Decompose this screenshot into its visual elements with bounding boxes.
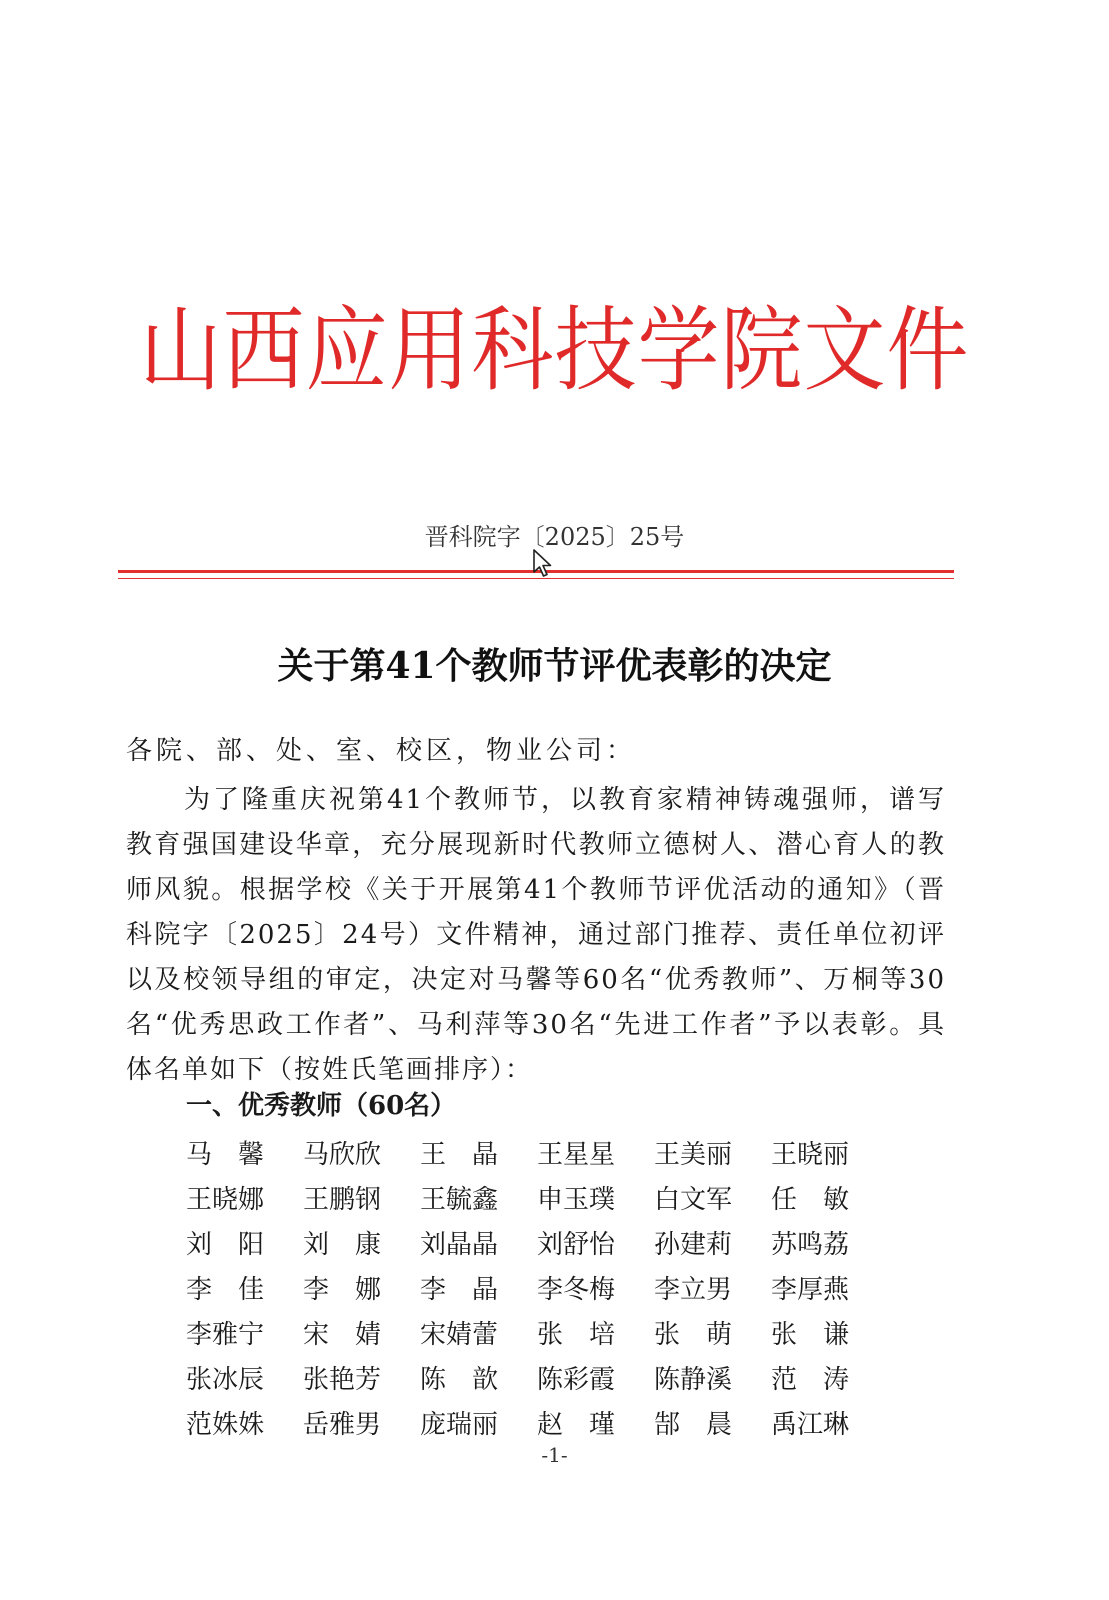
name-item: 范涛 — [771, 1364, 876, 1395]
name-item: 李佳 — [186, 1274, 291, 1305]
name-row — [186, 1312, 906, 1357]
name-item: 申玉璞 — [537, 1184, 616, 1215]
name-item: 刘康 — [303, 1229, 408, 1260]
name-item: 王晓娜 — [186, 1184, 265, 1215]
name-row — [186, 1357, 906, 1402]
name-item: 李厚燕 — [771, 1274, 850, 1305]
name-item: 张培 — [537, 1319, 642, 1350]
name-item: 李冬梅 — [537, 1274, 616, 1305]
name-item: 王鹏钢 — [303, 1184, 382, 1215]
name-item: 宋婧 — [303, 1319, 408, 1350]
name-item: 王晓丽 — [771, 1139, 850, 1170]
name-item: 范姝姝 — [186, 1409, 265, 1440]
name-item: 张冰辰 — [186, 1364, 265, 1395]
name-item: 苏鸣荔 — [771, 1229, 850, 1260]
mouse-pointer-icon — [532, 548, 554, 578]
name-row — [186, 1132, 906, 1177]
body-paragraph: 为了隆重庆祝第41个教师节，以教育家精神铸魂强师，谱写教育强国建设华章，充分展现新时代教师立德树人、潜心育人的教师风貌。根据学校《关于开展第41个教师节评优活动的通知》（晋科院字〔2025〕24号）文件精神，通过部门推荐、责任单位初评以及校领导组的审定，决定对马馨等60名“优秀教师”、万桐等30名“优秀思政工作者”、马利萍等30名“先进工作者”予以表彰。具体名单如下（按姓氏笔画排序）： — [126, 785, 946, 1085]
document-title: 关于第41个教师节评优表彰的决定 — [277, 645, 832, 687]
name-item: 孙建莉 — [654, 1229, 733, 1260]
name-item: 岳雅男 — [303, 1409, 382, 1440]
name-item: 李晶 — [420, 1274, 525, 1305]
name-item: 刘舒怡 — [537, 1229, 616, 1260]
name-item: 王美丽 — [654, 1139, 733, 1170]
name-item: 马馨 — [186, 1139, 291, 1170]
name-item: 陈静溪 — [654, 1364, 733, 1395]
red-divider-line-thin — [118, 578, 954, 579]
name-item: 马欣欣 — [303, 1139, 382, 1170]
name-item: 白文军 — [654, 1184, 733, 1215]
page-number: -1- — [541, 1443, 568, 1467]
name-item: 张谦 — [771, 1319, 876, 1350]
masthead-title: 山西应用科技学院文件 — [139, 297, 970, 405]
name-row — [186, 1177, 906, 1222]
name-item: 郜晨 — [654, 1409, 759, 1440]
name-row — [186, 1222, 906, 1267]
name-item: 赵瑾 — [537, 1409, 642, 1440]
name-list — [186, 1132, 906, 1447]
name-item: 张萌 — [654, 1319, 759, 1350]
name-item: 王毓鑫 — [420, 1184, 499, 1215]
name-row — [186, 1267, 906, 1312]
name-item: 张艳芳 — [303, 1364, 382, 1395]
name-item: 刘阳 — [186, 1229, 291, 1260]
name-item: 任敏 — [771, 1184, 876, 1215]
salutation: 各院、部、处、室、校区，物业公司： — [126, 736, 637, 766]
name-item: 庞瑞丽 — [420, 1409, 499, 1440]
name-item: 李娜 — [303, 1274, 408, 1305]
name-item: 李雅宁 — [186, 1319, 265, 1350]
name-item: 禹江琳 — [771, 1409, 850, 1440]
name-item: 陈彩霞 — [537, 1364, 616, 1395]
name-item: 王晶 — [420, 1139, 525, 1170]
name-item: 李立男 — [654, 1274, 733, 1305]
name-item: 王星星 — [537, 1139, 616, 1170]
name-item: 刘晶晶 — [420, 1229, 499, 1260]
section-heading: 一、优秀教师（60名） — [186, 1091, 457, 1121]
name-item: 宋婧蕾 — [420, 1319, 499, 1350]
document-number: 晋科院字〔2025〕25号 — [424, 523, 685, 551]
name-item: 陈歆 — [420, 1364, 525, 1395]
